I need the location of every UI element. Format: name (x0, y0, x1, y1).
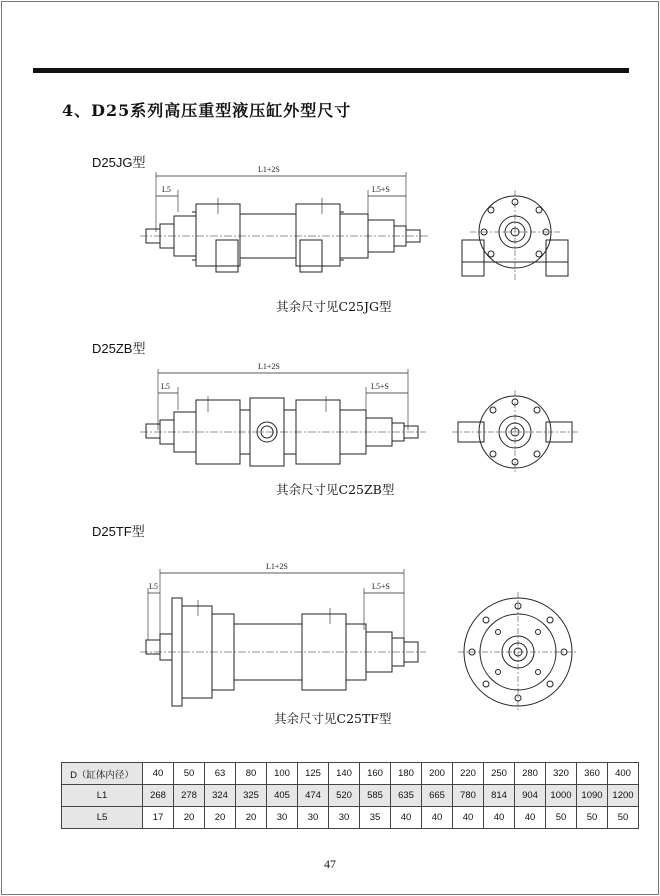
table-cell: 30 (329, 807, 360, 829)
table-cell: 250 (484, 763, 515, 785)
table-cell: 1000 (546, 785, 577, 807)
table-cell: 474 (298, 785, 329, 807)
table-cell: 200 (422, 763, 453, 785)
table-cell: 520 (329, 785, 360, 807)
table-cell: 20 (174, 807, 205, 829)
table-cell: 40 (453, 807, 484, 829)
row-header-l5: L5 (62, 807, 143, 829)
dim-total-zb: L1+2S (258, 362, 280, 371)
table-cell: 20 (205, 807, 236, 829)
table-cell: 268 (143, 785, 174, 807)
note-jg: 其余尺寸见C25JG型 (276, 299, 392, 314)
table-cell: 405 (267, 785, 298, 807)
table-cell: 180 (391, 763, 422, 785)
table-cell: 780 (453, 785, 484, 807)
table-cell: 40 (484, 807, 515, 829)
table-cell: 63 (205, 763, 236, 785)
dim-right-tf: L5+S (372, 582, 390, 591)
drawing-jg-end-view (462, 190, 568, 282)
table-cell: 635 (391, 785, 422, 807)
table-cell: 40 (515, 807, 546, 829)
dim-right-zb: L5+S (371, 382, 389, 391)
row-header-l1: L1 (62, 785, 143, 807)
table-row-l1 (62, 785, 639, 807)
dim-total-jg: L1+2S (258, 165, 280, 174)
table-cell: 50 (546, 807, 577, 829)
table-cell: 125 (298, 763, 329, 785)
table-cell: 40 (143, 763, 174, 785)
section-title: 4、D25系列高压重型液压缸外型尺寸 (62, 101, 352, 120)
table-cell: 360 (577, 763, 608, 785)
table-cell: 50 (608, 807, 639, 829)
model-label-tf: D25TF型 (92, 524, 145, 539)
table-cell: 20 (236, 807, 267, 829)
table-cell: 278 (174, 785, 205, 807)
table-cell: 140 (329, 763, 360, 785)
table-cell: 1090 (577, 785, 608, 807)
dimension-table (61, 762, 639, 829)
row-header-diameter: D（缸体内径） (62, 763, 143, 785)
table-cell: 17 (143, 807, 174, 829)
table-cell: 325 (236, 785, 267, 807)
table-cell: 40 (422, 807, 453, 829)
table-cell: 320 (546, 763, 577, 785)
table-cell: 50 (577, 807, 608, 829)
table-cell: 814 (484, 785, 515, 807)
table-cell: 665 (422, 785, 453, 807)
note-tf: 其余尺寸见C25TF型 (274, 711, 392, 726)
note-zb: 其余尺寸见C25ZB型 (276, 482, 395, 497)
table-cell: 30 (267, 807, 298, 829)
table-cell: 1200 (608, 785, 639, 807)
dim-left-zb: L5 (161, 382, 170, 391)
page-number: 47 (324, 857, 336, 871)
table-cell: 35 (360, 807, 391, 829)
model-label-zb: D25ZB型 (92, 341, 146, 356)
dim-total-tf: L1+2S (266, 562, 288, 571)
drawing-zb-end-view (452, 390, 578, 474)
table-cell: 50 (174, 763, 205, 785)
table-cell: 40 (391, 807, 422, 829)
model-label-jg: D25JG型 (92, 155, 146, 170)
dim-right-jg: L5+S (372, 185, 390, 194)
table-cell: 30 (298, 807, 329, 829)
table-cell: 220 (453, 763, 484, 785)
table-cell: 280 (515, 763, 546, 785)
table-row-l5 (62, 807, 639, 829)
table-cell: 100 (267, 763, 298, 785)
dim-left-tf: L5 (149, 582, 158, 591)
table-cell: 80 (236, 763, 267, 785)
table-cell: 160 (360, 763, 391, 785)
table-cell: 324 (205, 785, 236, 807)
dim-left-jg: L5 (162, 185, 171, 194)
table-row-diameter (62, 763, 639, 785)
table-cell: 904 (515, 785, 546, 807)
table-cell: 585 (360, 785, 391, 807)
table-cell: 400 (608, 763, 639, 785)
drawing-tf-end-view (458, 592, 578, 712)
